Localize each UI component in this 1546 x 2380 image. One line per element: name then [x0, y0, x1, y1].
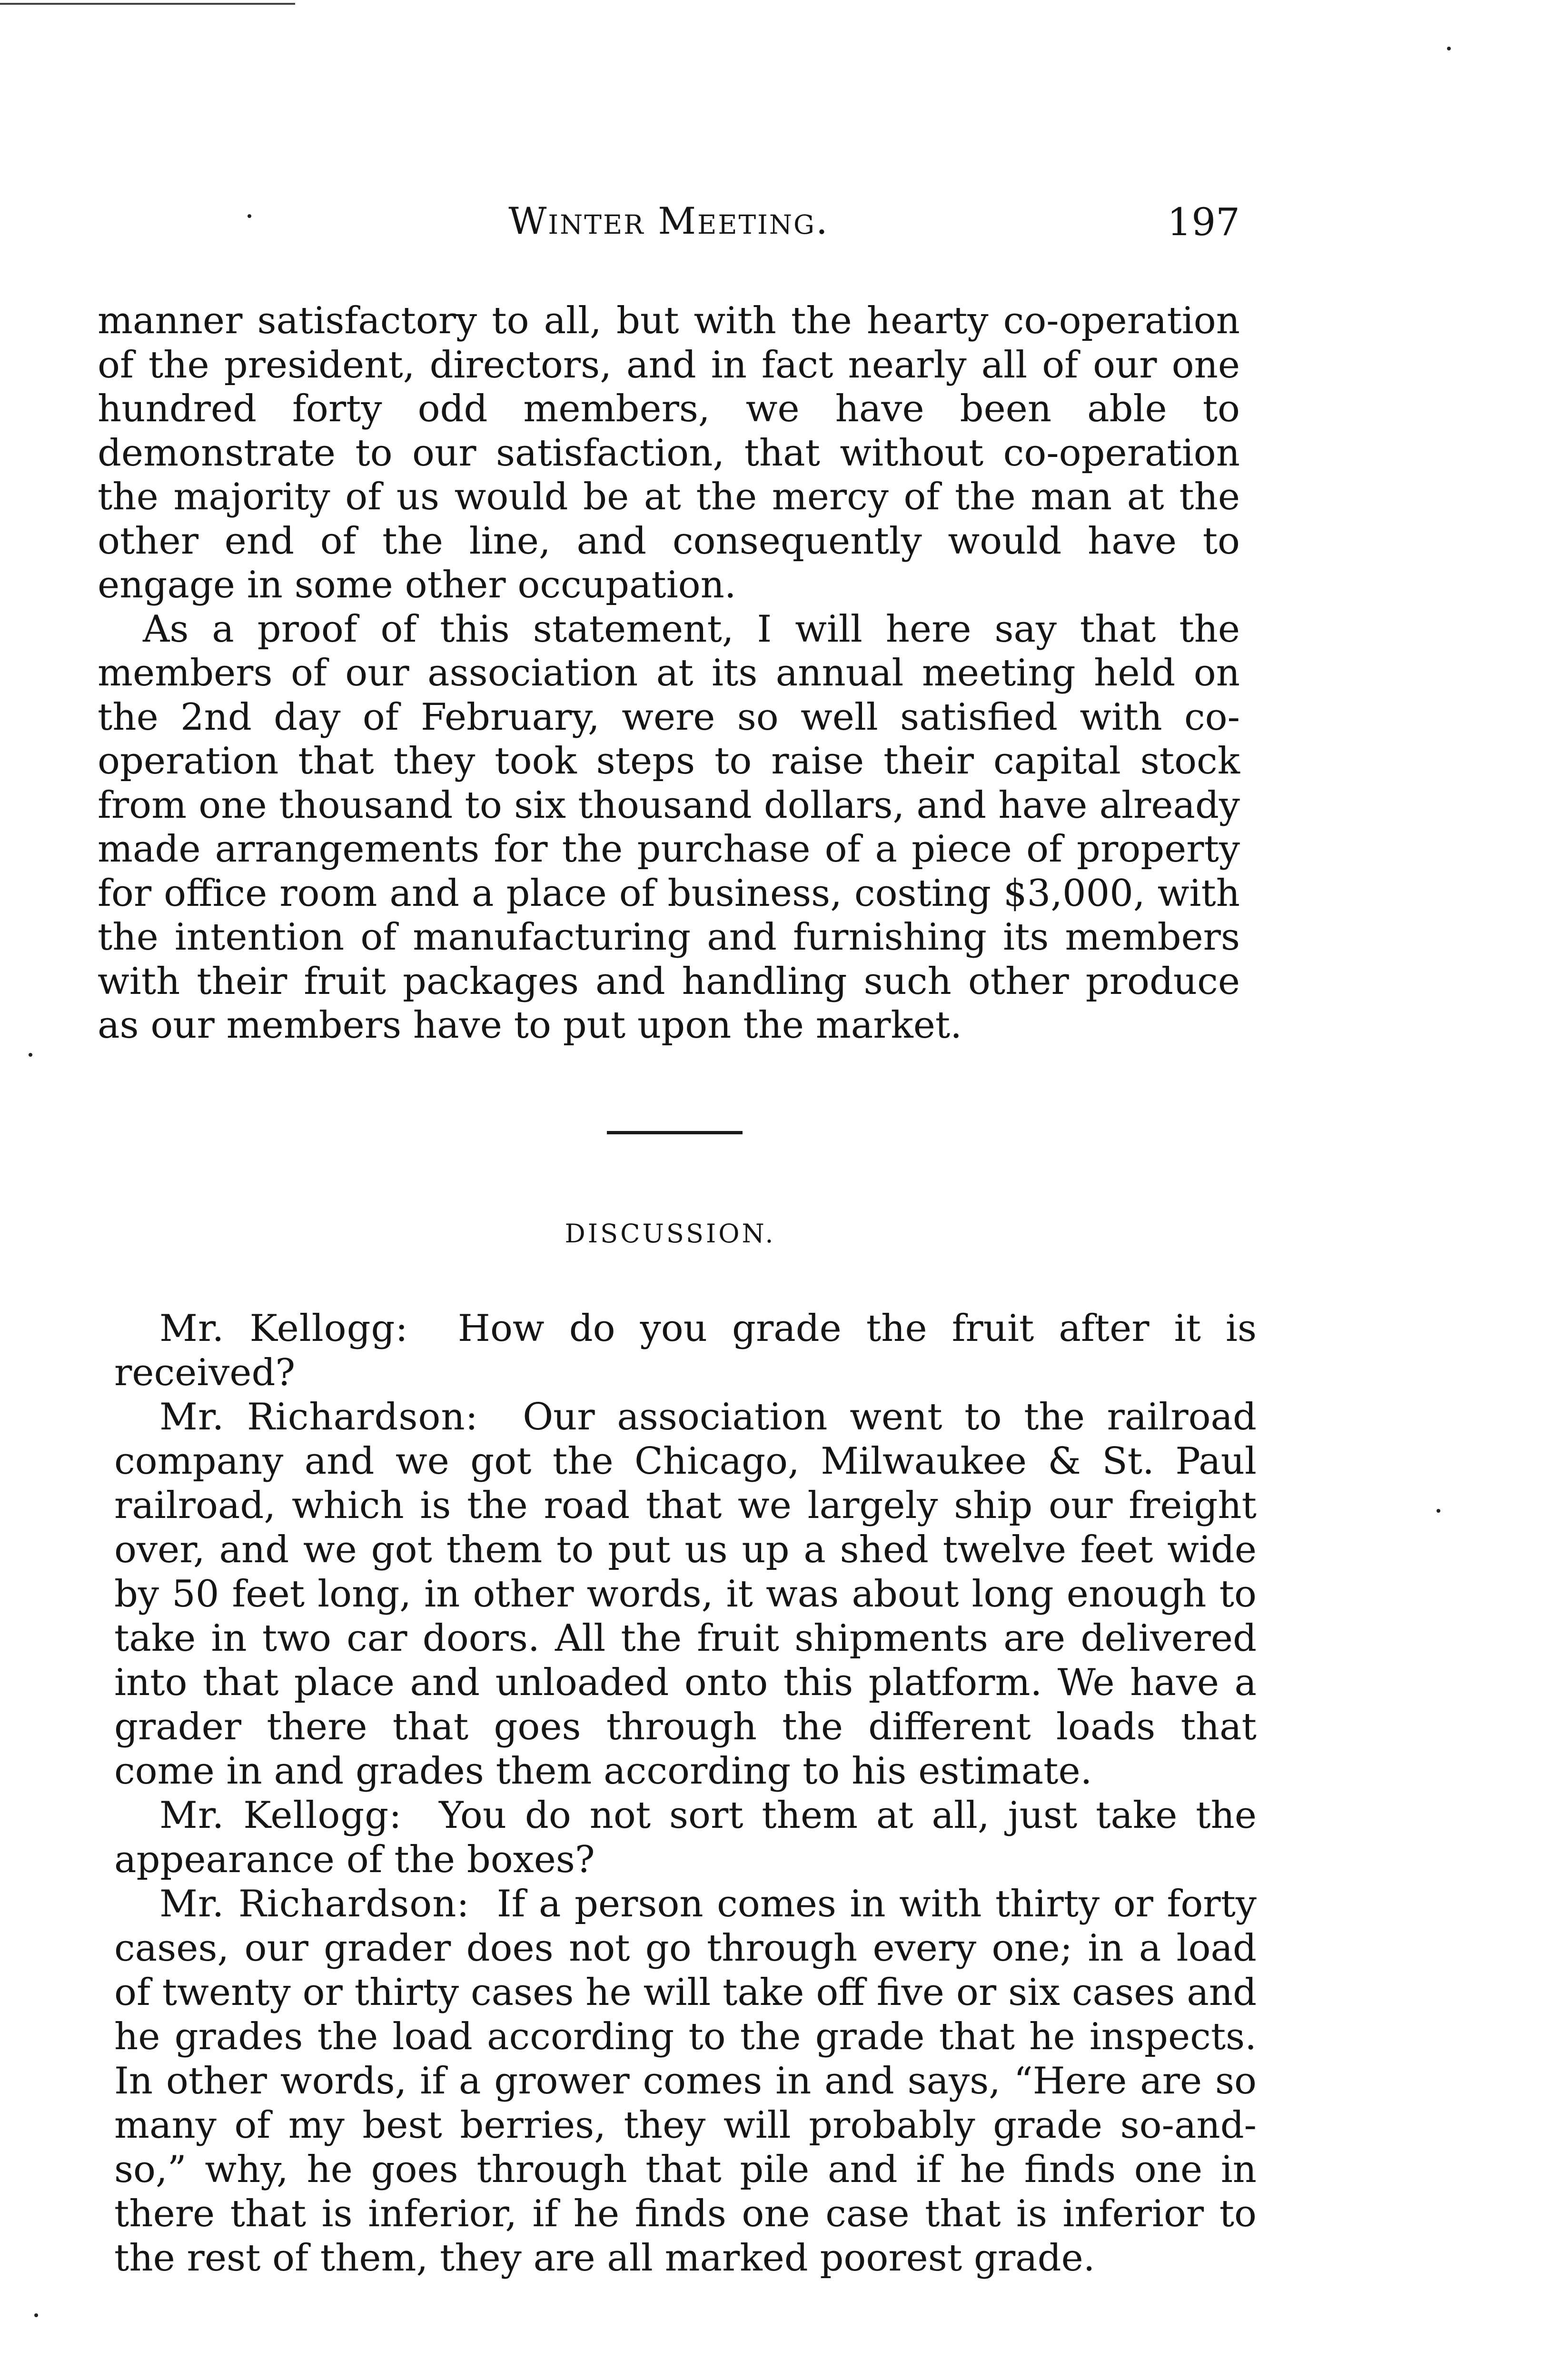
body-paragraph-1: manner satisfactory to all, but with the hearty co-operation of the president, directors, and in fact nearly all of our one hundred forty odd members, we have been able to demonstrate to our satisfaction, that without co-operation the majority of us would be at the mercy of the man at the other end of the line, and consequently would have to engage in some other occupation.: [98, 299, 1240, 606]
speaker-label: Mr. Kellogg:: [159, 1307, 408, 1350]
page-header: [98, 200, 1240, 248]
running-title: Winter Meeting.: [508, 200, 829, 243]
speaker-label: Mr. Richardson:: [159, 1883, 470, 1925]
discussion-exchange-3: [114, 1794, 1257, 1882]
exchange-text: How do you grade the fruit after it is received?: [114, 1307, 1257, 1394]
body-paragraph-2: As a proof of this statement, I will here say that the members of our association at its annual meeting held on the 2nd day of February, were so well satisfied with co-operation that they took steps to raise their capital stock from one thousand to six thousand dollars, and have already made arrangements for the purchase of a piece of property for office room and a place of business, costing $3,000, with the intention of manufacturing and furnishing its members with their fruit packages and handling such other produce as our members have to put upon the market.: [98, 607, 1240, 1047]
exchange-text: Our association went to the railroad company and we got the Chicago, Milwaukee & St. Paul railroad, which is the road that we largely ship our freight over, and we got them to put us up a shed twelve feet wide by 50 feet long, in other words, it was about long enough to take in two car doors. All the fruit shipments are delivered into that place and unloaded onto this platform. We have a grader there that goes through the different loads that come in and grades them according to his estimate.: [114, 1396, 1257, 1793]
exchange-text: If a person comes in with thirty or forty cases, our grader does not go through every one; in a load of twenty or thirty cases he will take off five or six cases and he grades the load according to the grade that he inspects. In other words, if a grower comes in and says, “Here are so many of my best berries, they will probably grade so-and-so,” why, he goes through that pile and if he finds one in there that is inferior, if he finds one case that is inferior to the rest of them, they are all marked poorest grade.: [114, 1883, 1257, 2280]
exchange-text: You do not sort them at all, just take the appearance of the boxes?: [114, 1794, 1257, 1881]
scan-speck: [248, 214, 251, 218]
section-divider: [607, 1131, 743, 1134]
scan-speck: [1447, 47, 1451, 50]
discussion-exchange-2: [114, 1395, 1257, 1794]
page-number: 197: [1167, 200, 1240, 244]
speaker-label: Mr. Kellogg:: [159, 1794, 402, 1837]
speaker-label: Mr. Richardson:: [159, 1396, 478, 1438]
discussion-heading: DISCUSSION.: [565, 1219, 776, 1249]
discussion-exchange-4: [114, 1882, 1257, 2281]
scan-speck: [29, 1053, 32, 1057]
top-edge-rule: [0, 3, 295, 5]
scan-speck: [1437, 1509, 1440, 1513]
discussion-text: [114, 1307, 1257, 2281]
body-text: [98, 299, 1240, 1048]
discussion-exchange-1: [114, 1307, 1257, 1395]
scan-speck: [34, 2313, 38, 2317]
